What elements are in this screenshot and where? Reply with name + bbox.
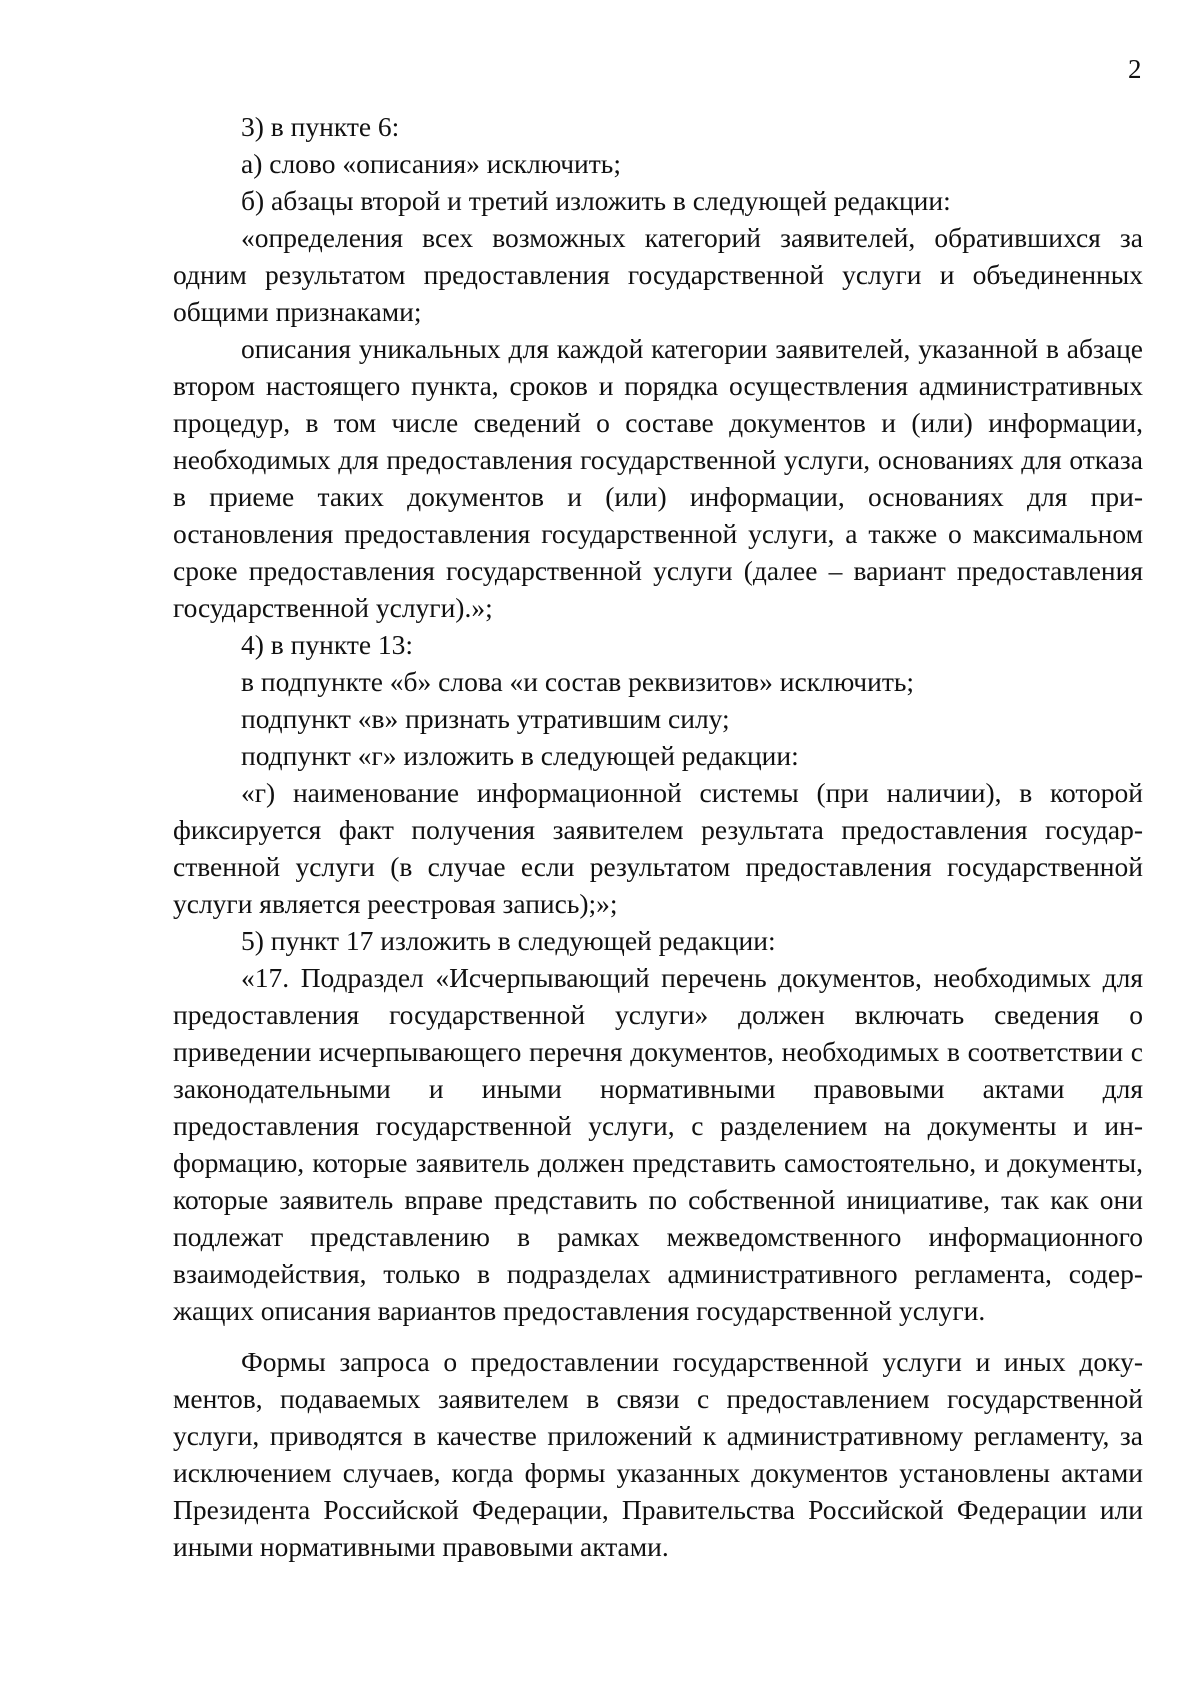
paragraph-quote-17: «17. Подраздел «Исчерпывающий перечень документов, необходимых для предоставления государственной услуги» должен включать сведения о приведении исчерпывающего перечня документов, необходимых в соответствии с законодательными и иными нормативными правовыми актами для предоставления государственной услуги, с разделением на документы и информацию, которые заявитель должен представить самостоятельно, и документы, которые заявитель вправе представить по собственной инициативе, так как они подлежат представлению в рамках межведомственного информационного взаимодействия, только в подразделах административного регламента, содержащих описания вариантов предоставления государственной услуги.: [173, 962, 1143, 1326]
paragraph-subitem-a: а) слово «описания» исключить;: [241, 148, 621, 179]
paragraph-subpoint-b: в подпункте «б» слова «и состав реквизитов» исключить;: [241, 666, 915, 697]
paragraph-subpoint-g: подпункт «г» изложить в следующей редакции:: [241, 740, 799, 771]
paragraph-quote-description: описания уникальных для каждой категории заявителей, указанной в абзаце втором настоящего пункта, сроков и порядка осуществления административных процедур, в том числе сведений о составе документов и (или) информации, необходимых для предоставления государственной услуги, основаниях для отказа в приеме таких документов и (или) информации, основаниях для приостановления предоставления государственной услуги, а также о максимальном сроке предоставления государственной услуги (далее – вариант предоставления государственной услуги).»;: [173, 333, 1143, 623]
paragraph-item-3: 3) в пункте 6:: [241, 111, 400, 142]
paragraph-request-forms: Формы запроса о предоставлении государственной услуги и иных документов, подаваемых заявителем в связи с предоставлением государственной услуги, приводятся в качестве приложений к административному регламенту, за исключением случаев, когда формы указанных документов установлены актами Президента Российской Федерации, Правительства Российской Федерации или иными нормативными правовыми актами.: [173, 1346, 1143, 1562]
paragraph-subpoint-v: подпункт «в» признать утратившим силу;: [241, 703, 730, 734]
paragraph-item-5: 5) пункт 17 изложить в следующей редакции:: [241, 925, 776, 956]
paragraph-item-4: 4) в пункте 13:: [241, 629, 414, 660]
paragraph-subitem-b: б) абзацы второй и третий изложить в следующей редакции:: [241, 185, 951, 216]
page-number: 2: [1128, 54, 1142, 84]
document-body: [173, 108, 1143, 1565]
paragraph-quote-definition: «определения всех возможных категорий заявителей, обратившихся за одним результатом предоставления государственной услуги и объединенных общими признаками;: [173, 222, 1143, 327]
paragraph-quote-g: «г) наименование информационной системы (при наличии), в которой фиксируется факт получения заявителем результата предоставления государственной услуги (в случае если результатом предоставления государственной услуги является реестровая запись);»;: [173, 777, 1143, 919]
